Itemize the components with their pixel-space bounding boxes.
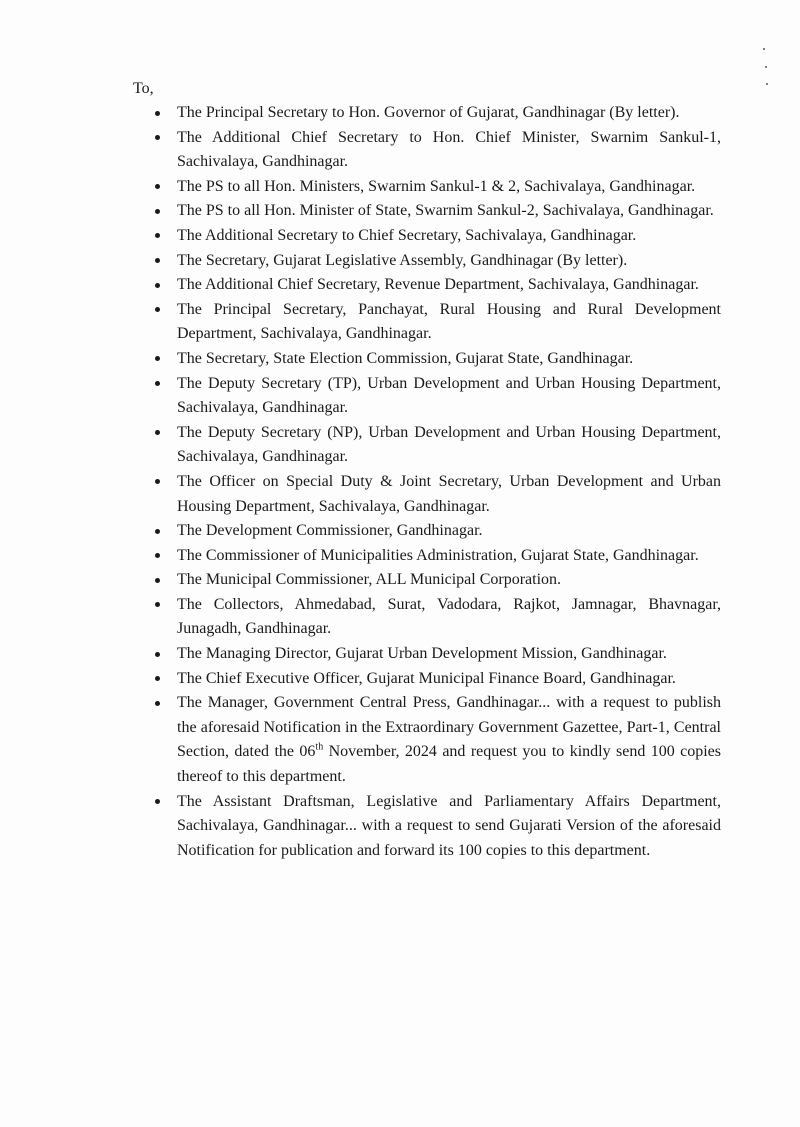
recipient-item [151,199,721,224]
recipient-item [151,642,721,667]
recipient-text: The PS to all Hon. Minister of State, Swarnim Sankul-2, Sachivalaya, Gandhinagar. [177,202,714,220]
ordinal-suffix: th [315,742,324,754]
bullet-icon [155,209,160,214]
bullet-icon [155,479,160,484]
recipient-item [151,126,721,175]
recipient-text: The Deputy Secretary (TP), Urban Development and Urban Housing Department, Sachivalaya, Gandhinagar. [177,374,721,417]
bullet-icon [155,307,160,312]
recipient-text: The Deputy Secretary (NP), Urban Development and Urban Housing Department, Sachivalaya, Gandhinagar. [177,423,721,466]
recipient-text: The Additional Chief Secretary, Revenue Department, Sachivalaya, Gandhinagar. [177,276,699,294]
recipient-text: The Additional Chief Secretary to Hon. Chief Minister, Swarnim Sankul-1, Sachivalaya, Gandhinagar. [177,128,721,171]
bullet-icon [155,430,160,435]
recipient-item [151,101,721,126]
recipient-item [151,175,721,200]
recipient-item [151,470,721,519]
recipient-text: The Collectors, Ahmedabad, Surat, Vadodara, Rajkot, Jamnagar, Bhavnagar, Junagadh, Gandhinagar. [177,595,721,638]
recipient-item [151,298,721,347]
recipient-text: The Officer on Special Duty & Joint Secretary, Urban Development and Urban Housing Department, Sachivalaya, Gandhinagar. [177,472,721,515]
bullet-icon [155,553,160,558]
bullet-icon [155,578,160,583]
recipient-text: The Managing Director, Gujarat Urban Development Mission, Gandhinagar. [177,645,667,663]
scan-speck [766,83,768,85]
recipient-item [151,372,721,421]
recipient-item [151,667,721,692]
bullet-icon [155,258,160,263]
bullet-icon [155,529,160,534]
bullet-icon [155,602,160,607]
bullet-icon [155,233,160,238]
recipient-text: The Principal Secretary to Hon. Governor of Gujarat, Gandhinagar (By letter). [177,104,680,121]
recipient-item [151,519,721,544]
bullet-icon [155,283,160,288]
recipient-item [151,249,721,274]
recipient-item [151,421,721,470]
recipient-text: The Municipal Commissioner, ALL Municipal Corporation. [177,571,562,589]
bullet-icon [155,356,160,361]
bullet-icon [155,381,160,386]
recipient-list [151,101,721,863]
recipient-text: The Development Commissioner, Gandhinagar. [177,522,483,540]
salutation: To, [133,80,154,97]
recipient-item [151,347,721,372]
recipient-item [151,224,721,249]
recipient-text: The Secretary, Gujarat Legislative Assembly, Gandhinagar (By letter). [177,251,628,269]
recipient-text-after: November, 2024 and request you to kindly send 100 copies thereof to this department. [177,743,722,786]
recipient-item [151,568,721,593]
bullet-icon [155,184,160,189]
recipient-item [151,544,721,569]
bullet-icon [155,111,160,116]
recipient-text: The Additional Secretary to Chief Secretary, Sachivalaya, Gandhinagar. [177,226,637,244]
recipient-item [151,273,721,298]
recipient-text: The Assistant Draftsman, Legislative and Parliamentary Affairs Department, Sachivalaya, Gandhinagar... with a request to send Gujarati Version of the aforesaid Notification for publication and forward its 100 copies to this department. [177,792,721,859]
recipient-item [151,790,721,864]
recipient-text: The Commissioner of Municipalities Administration, Gujarat State, Gandhinagar. [177,546,699,564]
scan-speck [765,66,767,68]
bullet-icon [155,135,160,140]
recipient-item [151,593,721,642]
recipient-text: The Principal Secretary, Panchayat, Rural Housing and Rural Development Department, Sachivalaya, Gandhinagar. [177,300,721,343]
recipient-text: The Secretary, State Election Commission, Gujarat State, Gandhinagar. [177,349,634,367]
scan-speck [763,48,765,50]
bullet-icon [155,701,160,706]
recipient-text: The PS to all Hon. Ministers, Swarnim Sankul-1 & 2, Sachivalaya, Gandhinagar. [177,177,696,195]
bullet-icon [155,799,160,804]
bullet-icon [155,676,160,681]
recipient-item [151,691,721,789]
bullet-icon [155,652,160,657]
recipient-text: The Chief Executive Officer, Gujarat Municipal Finance Board, Gandhinagar. [177,669,676,687]
recipient-text-before: The Manager, Government Central Press, Gandhinagar... with a request to publish the aforesaid Notification in the Extraordinary Government Gazettee, Part-1, Central Section, dated the 06 [177,694,721,761]
